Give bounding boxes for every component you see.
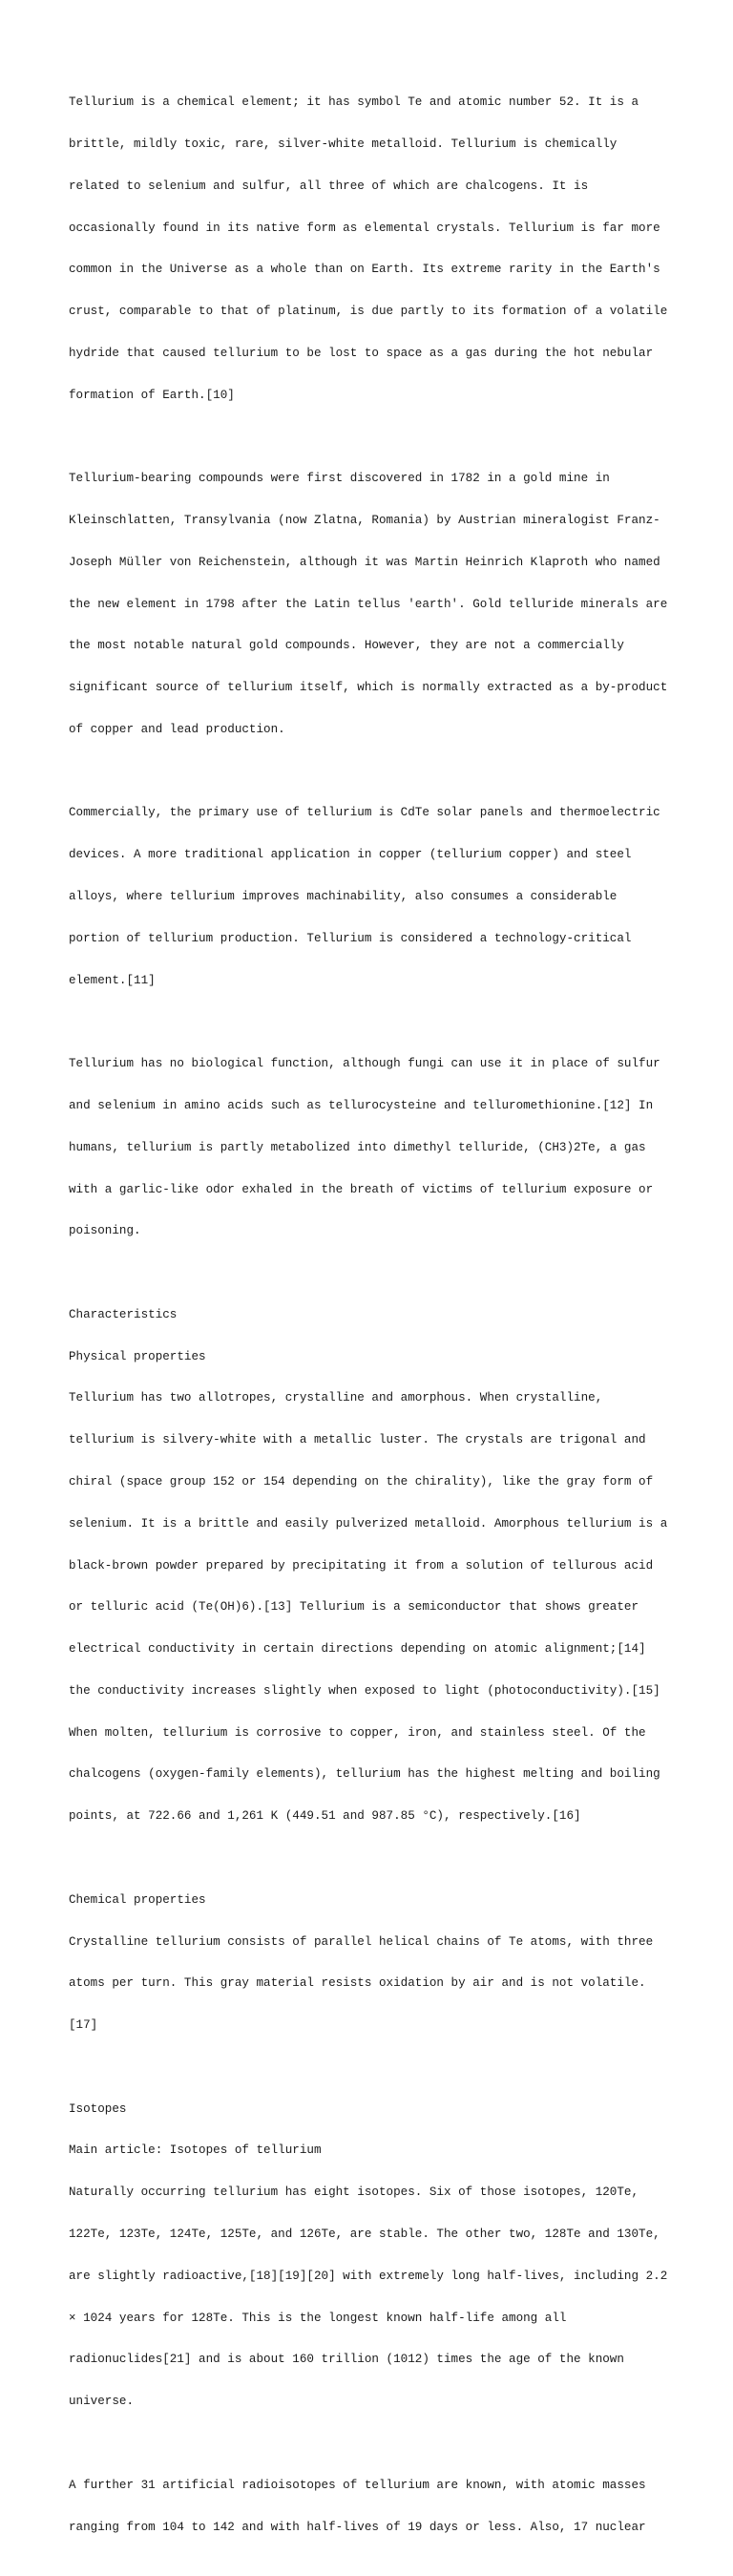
- paragraph-uses: [69, 778, 680, 1015]
- text-line: black-brown powder prepared by precipitating it from a solution of tellurous acid: [69, 1558, 654, 1573]
- text-line: radionuclides[21] and is about 160 trillion (1012) times the age of the known: [69, 2353, 624, 2367]
- text-line: Kleinschlatten, Transylvania (now Zlatna, Romania) by Austrian mineralogist Franz-: [69, 514, 660, 527]
- text-line: points, at 722.66 and 1,261 K (449.51 and 987.85 °C), respectively.[16]: [69, 1809, 581, 1824]
- document-page: [69, 68, 680, 2576]
- text-line: hydride that caused tellurium to be lost to space as a gas during the hot nebular: [69, 346, 654, 360]
- text-line: Naturally occurring tellurium has eight isotopes. Six of those isotopes, 120Te,: [69, 2185, 639, 2200]
- text-line: and selenium in amino acids such as tellurocysteine and telluromethionine.[12] In: [69, 1098, 654, 1112]
- section-heading: Characteristics: [69, 1307, 178, 1321]
- text-line: Tellurium has two allotropes, crystalline and amorphous. When crystalline,: [69, 1391, 603, 1405]
- text-line: ranging from 104 to 142 and with half-lives of 19 days or less. Also, 17 nuclear: [69, 2520, 646, 2534]
- paragraph-chemical-properties: [69, 1866, 680, 2060]
- text-line: atoms per turn. This gray material resists oxidation by air and is not volatile.: [69, 1976, 646, 1991]
- paragraph-history: [69, 444, 680, 765]
- paragraph-biology: [69, 1029, 680, 1266]
- subsection-heading: Chemical properties: [69, 1892, 206, 1907]
- section-heading: Isotopes: [69, 2101, 127, 2116]
- text-line: poisoning.: [69, 1224, 141, 1238]
- paragraph-radioisotopes: [69, 2451, 680, 2563]
- text-line: tellurium is silvery-white with a metallic luster. The crystals are trigonal and: [69, 1433, 646, 1447]
- text-line: of copper and lead production.: [69, 722, 285, 736]
- text-line: devices. A more traditional application in copper (tellurium copper) and steel: [69, 848, 632, 862]
- text-line: common in the Universe as a whole than on Earth. Its extreme rarity in the Earth's: [69, 263, 660, 277]
- text-line: alloys, where tellurium improves machinability, also consumes a considerable: [69, 890, 618, 904]
- text-line: crust, comparable to that of platinum, is due partly to its formation of a volatile: [69, 305, 668, 319]
- text-line: chalcogens (oxygen-family elements), tellurium has the highest melting and boiling: [69, 1767, 660, 1782]
- paragraph-physical-properties: [69, 1280, 680, 1851]
- text-line: electrical conductivity in certain directions depending on atomic alignment;[14]: [69, 1642, 646, 1657]
- paragraph-intro: [69, 68, 680, 430]
- text-line: 122Te, 123Te, 124Te, 125Te, and 126Te, are stable. The other two, 128Te and 130Te,: [69, 2228, 660, 2242]
- main-article-link: Main article: Isotopes of tellurium: [69, 2143, 322, 2158]
- text-line: portion of tellurium production. Tellurium is considered a technology-critical: [69, 931, 632, 945]
- text-line: × 1024 years for 128Te. This is the longest known half-life among all: [69, 2311, 567, 2325]
- text-line: the conductivity increases slightly when exposed to light (photoconductivity).[15]: [69, 1683, 660, 1698]
- text-line: the most notable natural gold compounds. However, they are not a commercially: [69, 639, 624, 653]
- text-line: Crystalline tellurium consists of parallel helical chains of Te atoms, with three: [69, 1934, 654, 1949]
- text-line: or telluric acid (Te(OH)6).[13] Tellurium is a semiconductor that shows greater: [69, 1600, 639, 1615]
- text-line: selenium. It is a brittle and easily pulverized metalloid. Amorphous tellurium is a: [69, 1516, 668, 1531]
- text-line: are slightly radioactive,[18][19][20] with extremely long half-lives, including 2.2: [69, 2269, 668, 2283]
- text-line: humans, tellurium is partly metabolized into dimethyl telluride, (CH3)2Te, a gas: [69, 1140, 646, 1154]
- text-line: element.[11]: [69, 973, 156, 987]
- text-line: A further 31 artificial radioisotopes of tellurium are known, with atomic masses: [69, 2478, 646, 2492]
- text-line: the new element in 1798 after the Latin tellus 'earth'. Gold telluride minerals are: [69, 597, 668, 611]
- text-line: brittle, mildly toxic, rare, silver-white metalloid. Tellurium is chemically: [69, 137, 618, 151]
- text-line: When molten, tellurium is corrosive to copper, iron, and stainless steel. Of the: [69, 1725, 646, 1740]
- text-line: Tellurium has no biological function, although fungi can use it in place of sulfur: [69, 1057, 660, 1071]
- text-line: occasionally found in its native form as elemental crystals. Tellurium is far more: [69, 221, 660, 235]
- paragraph-isotopes: [69, 2075, 680, 2437]
- text-line: formation of Earth.[10]: [69, 388, 235, 402]
- text-line: universe.: [69, 2395, 135, 2409]
- text-line: Commercially, the primary use of tellurium is CdTe solar panels and thermoelectric: [69, 806, 660, 820]
- text-line: [17]: [69, 2018, 98, 2033]
- subsection-heading: Physical properties: [69, 1349, 206, 1363]
- text-line: Tellurium is a chemical element; it has symbol Te and atomic number 52. It is a: [69, 95, 639, 110]
- text-line: related to selenium and sulfur, all three of which are chalcogens. It is: [69, 179, 589, 193]
- text-line: Tellurium-bearing compounds were first discovered in 1782 in a gold mine in: [69, 472, 610, 486]
- text-line: with a garlic-like odor exhaled in the breath of victims of tellurium exposure or: [69, 1182, 654, 1196]
- text-line: Joseph Müller von Reichenstein, although it was Martin Heinrich Klaproth who named: [69, 555, 660, 569]
- text-line: significant source of tellurium itself, which is normally extracted as a by-product: [69, 681, 668, 695]
- text-line: chiral (space group 152 or 154 depending on the chirality), like the gray form of: [69, 1474, 654, 1489]
